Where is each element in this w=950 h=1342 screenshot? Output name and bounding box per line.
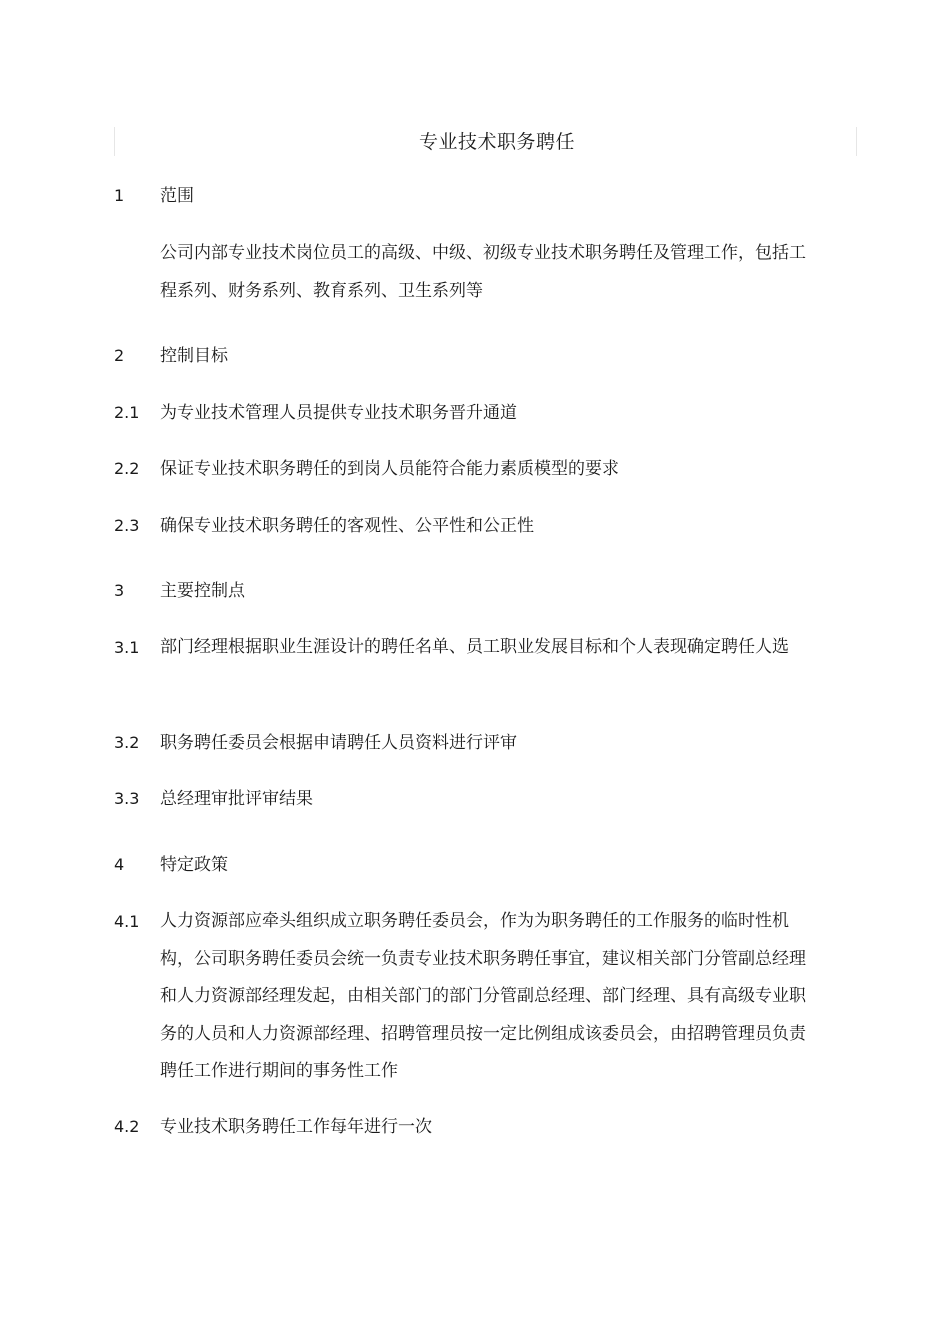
item-text: 专业技术职务聘任工作每年进行一次 xyxy=(160,1117,432,1137)
section-heading-text: 范围 xyxy=(160,186,194,206)
item-number: 2.3 xyxy=(114,516,140,535)
item-number: 3.3 xyxy=(114,789,140,808)
section-heading-text: 主要控制点 xyxy=(160,581,245,601)
item-text: 确保专业技术职务聘任的客观性、公平性和公正性 xyxy=(160,516,534,536)
item-number: 2.2 xyxy=(114,459,140,478)
item-text: 为专业技术管理人员提供专业技术职务晋升通道 xyxy=(160,403,517,423)
item-number: 3.2 xyxy=(114,733,140,752)
item-number: 4.1 xyxy=(114,912,140,931)
item-text: 人力资源部应牵头组织成立职务聘任委员会，作为为职务聘任的工作服务的临时性机构，公司职务聘任委员会统一负责专业技术职务聘任事宜，建议相关部门分管副总经理和人力资源部经理发起，由相关部门的部门分管副总经理、部门经理、具有高级专业职务的人员和人力资源部经理、招聘管理员按一定比例组成该委员会，由招聘管理员负责聘任工作进行期间的事务性工作 xyxy=(160,911,806,1081)
section-number: 3 xyxy=(114,581,125,600)
item-text: 部门经理根据职业生涯设计的聘任名单、员工职业发展目标和个人表现确定聘任人选 xyxy=(160,637,789,657)
scope-paragraph: 公司内部专业技术岗位员工的高级、中级、初级专业技术职务聘任及管理工作，包括工程系列、财务系列、教育系列、卫生系列等 xyxy=(160,243,806,301)
item-text: 保证专业技术职务聘任的到岗人员能符合能力素质模型的要求 xyxy=(160,459,619,479)
page-title: 专业技术职务聘任 xyxy=(418,131,575,153)
section-heading-text: 控制目标 xyxy=(160,346,228,366)
section-heading-text: 特定政策 xyxy=(160,855,228,875)
item-number: 4.2 xyxy=(114,1117,140,1136)
section-number: 4 xyxy=(114,855,125,874)
item-number: 3.1 xyxy=(114,638,140,657)
item-text: 职务聘任委员会根据申请聘任人员资料进行评审 xyxy=(160,733,517,753)
item-number: 2.1 xyxy=(114,403,140,422)
item-text: 总经理审批评审结果 xyxy=(160,789,313,809)
section-number: 2 xyxy=(114,346,125,365)
section-number: 1 xyxy=(114,186,125,205)
